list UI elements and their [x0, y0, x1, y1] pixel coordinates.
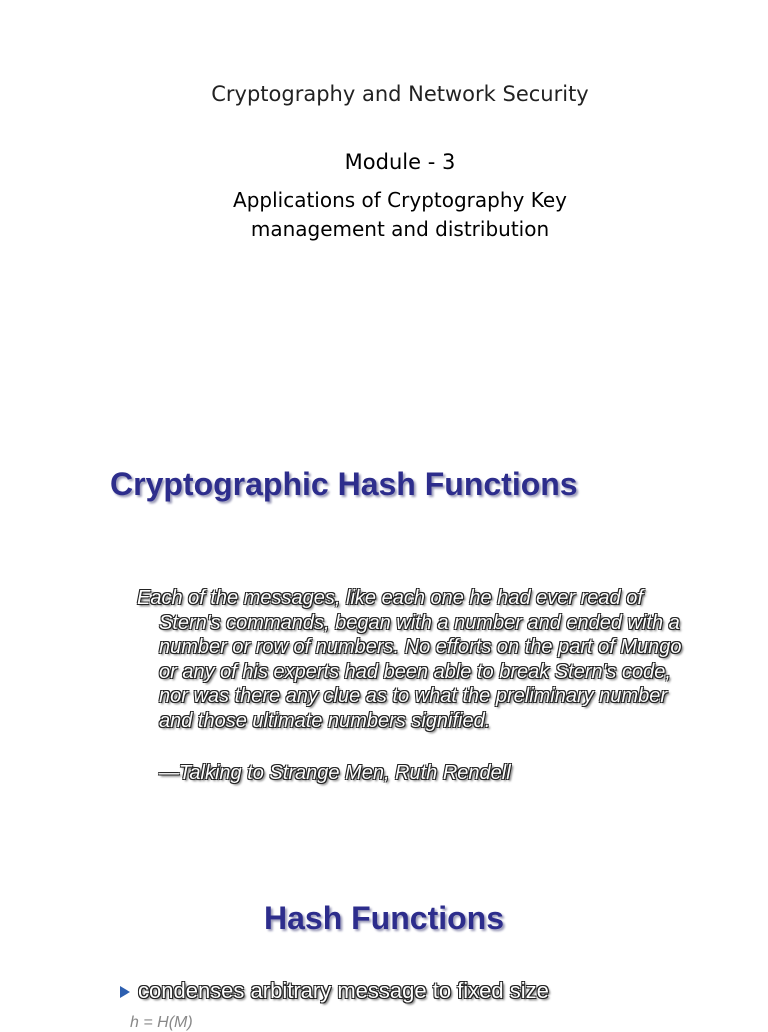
bullet-text: condenses arbitrary message to fixed size [138, 978, 549, 1003]
triangle-right-icon [120, 986, 130, 998]
slide-title-page [0, 0, 768, 420]
slide-title: Cryptographic Hash Functions [110, 466, 578, 502]
bullet-item: h = H(M) [130, 1014, 193, 1031]
module-subtitle: Applications of Cryptography Key management and distribution [233, 188, 567, 241]
slide-title: Hash Functions [263, 900, 504, 936]
epigraph-attribution: —Talking to Strange Men, Ruth Rendell [159, 762, 511, 784]
module-label: Module - 3 [344, 150, 456, 174]
bullet-item [120, 978, 549, 1004]
course-title: Cryptography and Network Security [211, 82, 589, 106]
epigraph-quote: Each of the messages, like each one he had ever read of Stern's commands, began with a number and ended with a number or row of numbers. No efforts on the part of Mungo or any of his experts had been able to break Stern's code, nor was there any clue as to what the preliminary number and those ultimate numbers signified. [137, 587, 682, 732]
